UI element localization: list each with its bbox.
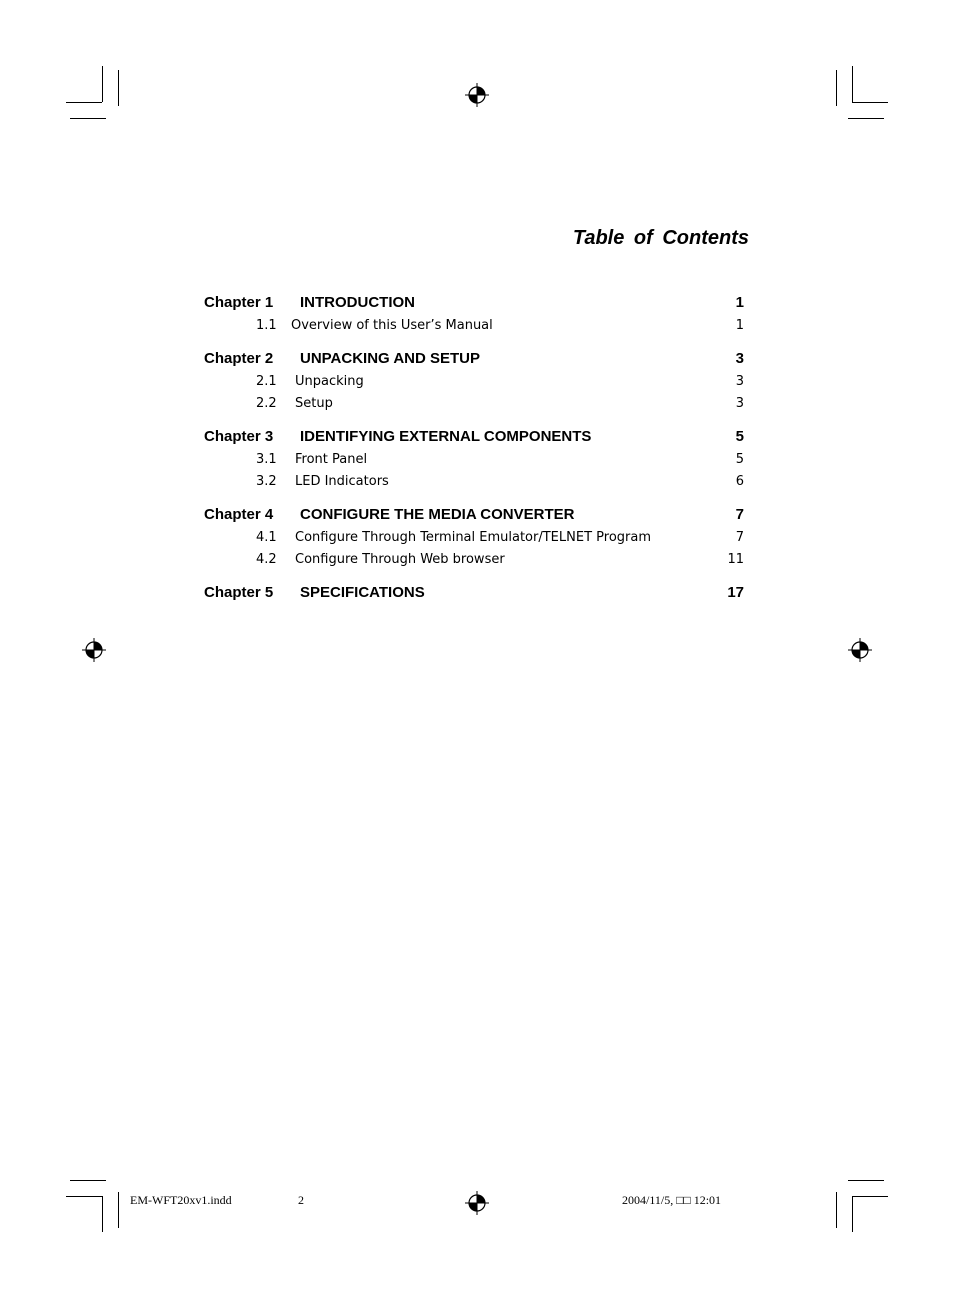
chapter-row[interactable]	[204, 428, 744, 450]
crop-mark	[102, 66, 103, 102]
footer-page-number: 2	[298, 1193, 304, 1207]
crop-mark	[118, 70, 119, 106]
chapter-row[interactable]	[204, 506, 744, 528]
chapter-row[interactable]	[204, 350, 744, 372]
section-title: Overview of this User’s Manual	[291, 318, 493, 333]
section-row[interactable]	[204, 550, 744, 572]
section-row[interactable]	[204, 450, 744, 472]
crop-mark	[66, 1196, 102, 1197]
crop-mark	[66, 102, 102, 103]
crop-mark	[852, 1196, 888, 1197]
registration-mark-icon	[465, 83, 489, 107]
section-number: 3.1	[256, 452, 277, 467]
section-row[interactable]	[204, 528, 744, 550]
crop-mark	[836, 70, 837, 106]
section-title: Unpacking	[295, 374, 364, 389]
crop-mark	[118, 1192, 119, 1228]
crop-mark	[852, 66, 853, 102]
section-page: 3	[735, 374, 744, 389]
section-title: Configure Through Terminal Emulator/TELNET Program	[295, 530, 651, 545]
chapter-row[interactable]	[204, 584, 744, 606]
footer-filename: EM-WFT20xv1.indd	[130, 1193, 232, 1207]
page-title: Table of Contents	[572, 227, 749, 249]
crop-mark	[852, 1196, 853, 1232]
section-number: 1.1	[256, 318, 277, 333]
footer-timestamp: 2004/11/5, □□ 12:01	[622, 1193, 722, 1207]
chapter-page: 5	[735, 428, 744, 445]
chapter-page: 17	[727, 584, 744, 601]
section-row[interactable]	[204, 394, 744, 416]
registration-mark-icon	[848, 638, 872, 662]
chapter-label: Chapter 4	[204, 506, 274, 523]
crop-mark	[852, 102, 888, 103]
section-title: Front Panel	[295, 452, 368, 467]
chapter-label: Chapter 3	[204, 428, 274, 445]
section-page: 11	[727, 552, 744, 567]
section-page: 5	[735, 452, 744, 467]
section-page: 1	[735, 318, 744, 333]
section-row[interactable]	[204, 372, 744, 394]
chapter-title: INTRODUCTION	[300, 294, 415, 311]
section-row[interactable]	[204, 472, 744, 494]
chapter-page: 1	[735, 294, 744, 311]
section-title: LED Indicators	[295, 474, 389, 489]
chapter-title: IDENTIFYING EXTERNAL COMPONENTS	[300, 428, 592, 445]
registration-mark-icon	[82, 638, 106, 662]
section-page: 3	[735, 396, 744, 411]
chapter-page: 3	[735, 350, 744, 367]
section-row[interactable]	[204, 316, 744, 338]
crop-mark	[848, 118, 884, 119]
section-number: 4.2	[256, 552, 277, 567]
crop-mark	[102, 1196, 103, 1232]
chapter-label: Chapter 1	[204, 294, 274, 311]
table-of-contents	[204, 294, 744, 606]
section-page: 7	[735, 530, 744, 545]
chapter-label: Chapter 5	[204, 584, 274, 601]
section-number: 4.1	[256, 530, 277, 545]
registration-mark-icon	[465, 1191, 489, 1215]
crop-mark	[836, 1192, 837, 1228]
chapter-title: UNPACKING AND SETUP	[300, 350, 481, 367]
section-number: 2.2	[256, 396, 277, 411]
crop-mark	[848, 1180, 884, 1181]
chapter-page: 7	[735, 506, 744, 523]
crop-mark	[70, 1180, 106, 1181]
section-page: 6	[735, 474, 744, 489]
crop-mark	[70, 118, 106, 119]
section-number: 3.2	[256, 474, 277, 489]
section-title: Setup	[295, 396, 333, 411]
chapter-title: SPECIFICATIONS	[300, 584, 425, 601]
chapter-title: CONFIGURE THE MEDIA CONVERTER	[300, 506, 575, 523]
section-title: Configure Through Web browser	[295, 552, 505, 567]
chapter-row[interactable]	[204, 294, 744, 316]
chapter-label: Chapter 2	[204, 350, 274, 367]
section-number: 2.1	[256, 374, 277, 389]
